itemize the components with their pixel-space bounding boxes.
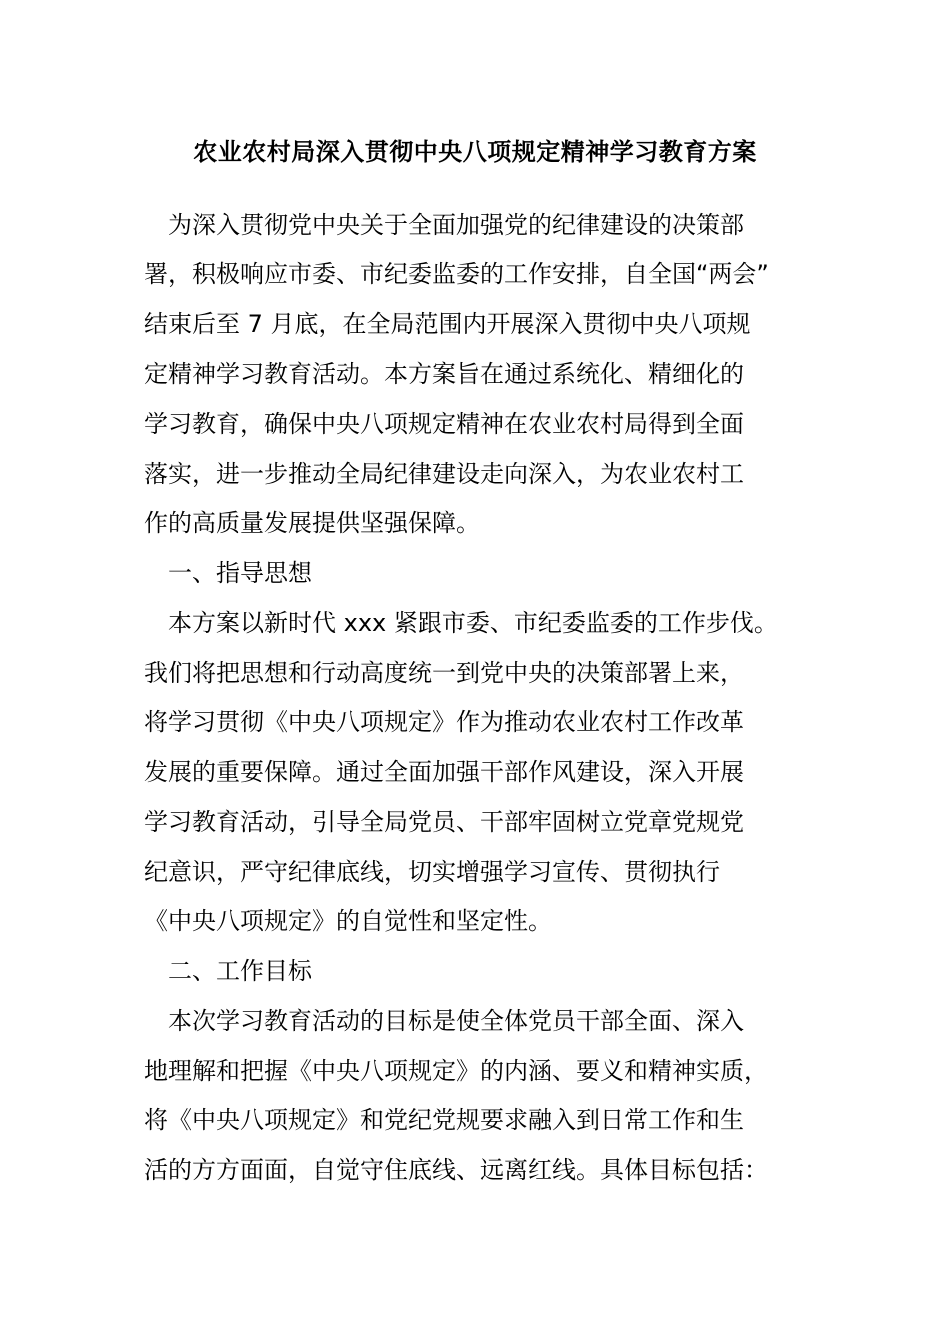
paragraph-line: 本次学习教育活动的目标是使全体党员干部全面、深入 — [144, 1007, 744, 1035]
paragraph-line: 学习教育，确保中央八项规定精神在农业农村局得到全面 — [144, 410, 744, 438]
paragraph-line: 为深入贯彻党中央关于全面加强党的纪律建设的决策部 — [144, 211, 744, 239]
paragraph-line: 发展的重要保障。通过全面加强干部作风建设，深入开展 — [144, 758, 744, 786]
paragraph-line: 将《中央八项规定》和党纪党规要求融入到日常工作和生 — [144, 1106, 744, 1134]
paragraph-line: 结束后至 7 月底，在全局范围内开展深入贯彻中央八项规 — [144, 310, 751, 338]
section-heading: 一、指导思想 — [144, 559, 312, 587]
section-heading: 二、工作目标 — [144, 957, 312, 985]
paragraph-line: 《中央八项规定》的自觉性和坚定性。 — [144, 907, 552, 935]
paragraph-line: 活的方方面面，自觉守住底线、远离红线。具体目标包括： — [144, 1156, 768, 1184]
paragraph-line: 地理解和把握《中央八项规定》的内涵、要义和精神实质， — [144, 1057, 768, 1085]
paragraph-line: 定精神学习教育活动。本方案旨在通过系统化、精细化的 — [144, 360, 744, 388]
paragraph-line: 我们将把思想和行动高度统一到党中央的决策部署上来， — [144, 659, 744, 687]
paragraph-line: 将学习贯彻《中央八项规定》作为推动农业农村工作改革 — [144, 708, 744, 736]
paragraph-line: 作的高质量发展提供坚强保障。 — [144, 509, 480, 537]
paragraph-line: 学习教育活动，引导全局党员、干部牢固树立党章党规党 — [144, 808, 744, 836]
paragraph-line: 纪意识，严守纪律底线，切实增强学习宣传、贯彻执行 — [144, 858, 720, 886]
paragraph-line: 落实，进一步推动全局纪律建设走向深入，为农业农村工 — [144, 460, 744, 488]
document-title: 农业农村局深入贯彻中央八项规定精神学习教育方案 — [193, 138, 757, 166]
paragraph-line: 署，积极响应市委、市纪委监委的工作安排，自全国“两会” — [144, 260, 769, 288]
paragraph-line: 本方案以新时代 xxx 紧跟市委、市纪委监委的工作步伐。 — [144, 609, 778, 637]
